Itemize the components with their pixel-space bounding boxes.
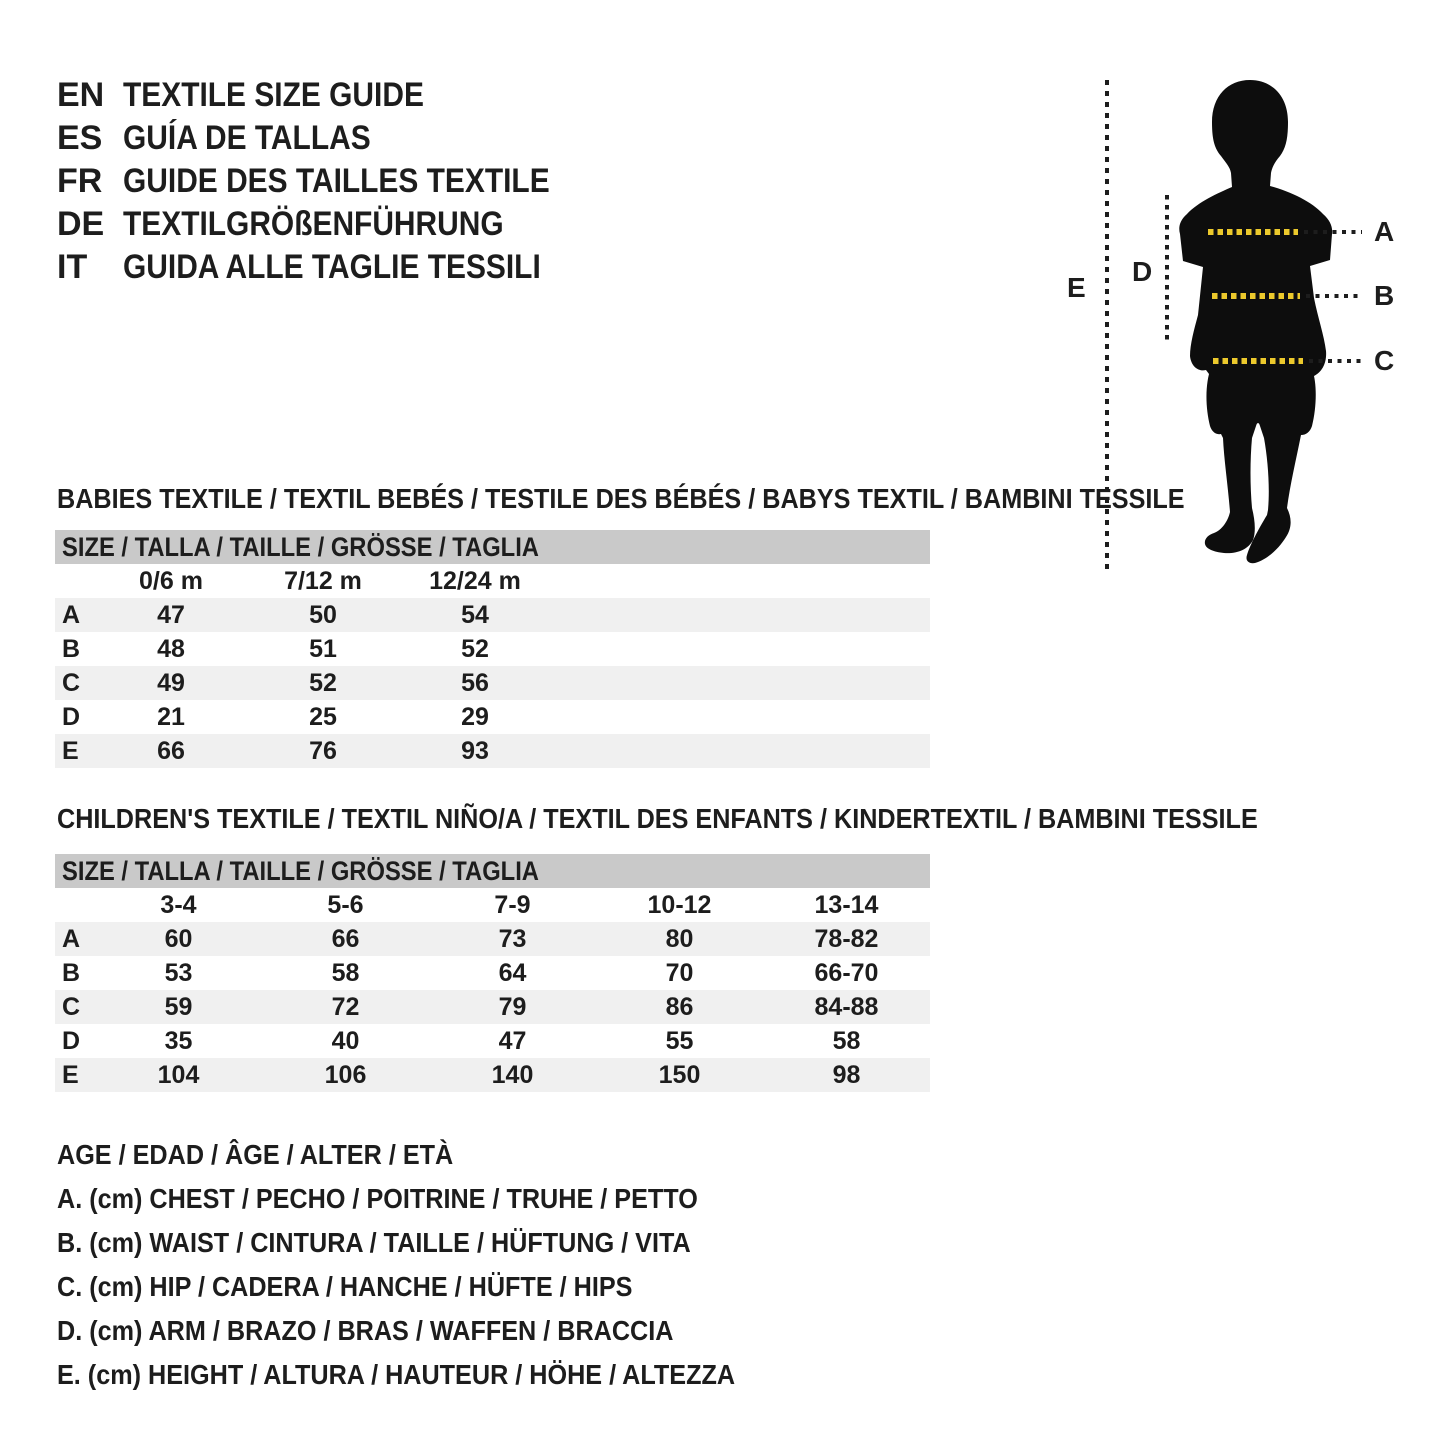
guide-title-fr: GUIDE DES TAILLES TEXTILE — [123, 162, 550, 200]
table-row: C 49 52 56 — [55, 666, 930, 700]
babies-section-heading: BABIES TEXTILE / TEXTIL BEBÉS / TESTILE DES BÉBÉS / BABYS TEXTIL / BAMBINI TESSILE — [57, 483, 1185, 514]
children-size-table — [55, 854, 930, 1092]
row-label: D — [62, 1027, 81, 1055]
children-section-heading: CHILDREN'S TEXTILE / TEXTIL NIÑO/A / TEXTIL DES ENFANTS / KINDERTEXTIL / BAMBINI TESSILE — [57, 803, 1258, 834]
language-row-fr — [57, 160, 608, 203]
column-header: 3-4 — [160, 891, 197, 919]
children-size-header-bar: SIZE / TALLA / TAILLE / GRÖSSE / TAGLIA — [55, 854, 930, 888]
legend-arm: D. (cm) ARM / BRAZO / BRAS / WAFFEN / BRACCIA — [57, 1315, 674, 1346]
language-row-de — [57, 203, 608, 246]
babies-column-header-row — [55, 564, 930, 598]
table-row: E 104 106 140 150 98 — [55, 1058, 930, 1092]
language-code: DE — [57, 205, 105, 243]
measurement-figure — [1040, 60, 1445, 600]
table-row: D 35 40 47 55 58 — [55, 1024, 930, 1058]
language-code: FR — [57, 162, 103, 200]
guide-title-es: GUÍA DE TALLAS — [123, 119, 371, 157]
table-row: A 47 50 54 — [55, 598, 930, 632]
guide-title-en: TEXTILE SIZE GUIDE — [123, 76, 424, 114]
language-code: IT — [57, 248, 88, 286]
children-column-header-row — [55, 888, 930, 922]
figure-label-d: D — [1132, 256, 1153, 287]
row-label: E — [62, 737, 79, 765]
column-header: 10-12 — [647, 891, 712, 919]
column-header: 7/12 m — [284, 567, 362, 595]
table-row: B 53 58 64 70 66-70 — [55, 956, 930, 990]
babies-size-table — [55, 530, 930, 768]
figure-label-c: C — [1374, 345, 1395, 376]
row-label: B — [62, 959, 81, 987]
row-label: C — [62, 993, 81, 1021]
language-row-it — [57, 246, 608, 289]
measurement-legend — [57, 1133, 810, 1397]
column-header: 12/24 m — [429, 567, 521, 595]
column-header: 0/6 m — [139, 567, 203, 595]
figure-label-e: E — [1067, 272, 1086, 303]
guide-title-it: GUIDA ALLE TAGLIE TESSILI — [123, 248, 541, 286]
language-title-block — [57, 74, 608, 289]
babies-size-header-bar: SIZE / TALLA / TAILLE / GRÖSSE / TAGLIA — [55, 530, 930, 564]
row-label: E — [62, 1061, 79, 1089]
legend-hip: C. (cm) HIP / CADERA / HANCHE / HÜFTE / HIPS — [57, 1271, 633, 1302]
row-label: C — [62, 669, 81, 697]
column-header: 5-6 — [327, 891, 364, 919]
column-header: 7-9 — [494, 891, 531, 919]
column-header: 13-14 — [814, 891, 879, 919]
legend-waist: B. (cm) WAIST / CINTURA / TAILLE / HÜFTUNG / VITA — [57, 1227, 691, 1258]
language-row-en — [57, 74, 608, 117]
row-label: A — [62, 925, 81, 953]
language-row-es — [57, 117, 608, 160]
row-label: A — [62, 601, 81, 629]
table-row: B 48 51 52 — [55, 632, 930, 666]
row-label: D — [62, 703, 81, 731]
table-row: C 59 72 79 86 84-88 — [55, 990, 930, 1024]
language-code: EN — [57, 76, 105, 114]
legend-chest: A. (cm) CHEST / PECHO / POITRINE / TRUHE / PETTO — [57, 1183, 698, 1214]
language-code: ES — [57, 119, 103, 157]
figure-label-b: B — [1374, 280, 1395, 311]
row-label: B — [62, 635, 81, 663]
legend-height: E. (cm) HEIGHT / ALTURA / HAUTEUR / HÖHE / ALTEZZA — [57, 1359, 736, 1390]
measurement-figure-svg — [1040, 60, 1445, 600]
figure-label-a: A — [1374, 216, 1395, 247]
guide-title-de: TEXTILGRÖßENFÜHRUNG — [123, 205, 504, 243]
legend-age: AGE / EDAD / ÂGE / ALTER / ETÀ — [57, 1139, 454, 1170]
table-row: E 66 76 93 — [55, 734, 930, 768]
table-row: A 60 66 73 80 78-82 — [55, 922, 930, 956]
table-row: D 21 25 29 — [55, 700, 930, 734]
